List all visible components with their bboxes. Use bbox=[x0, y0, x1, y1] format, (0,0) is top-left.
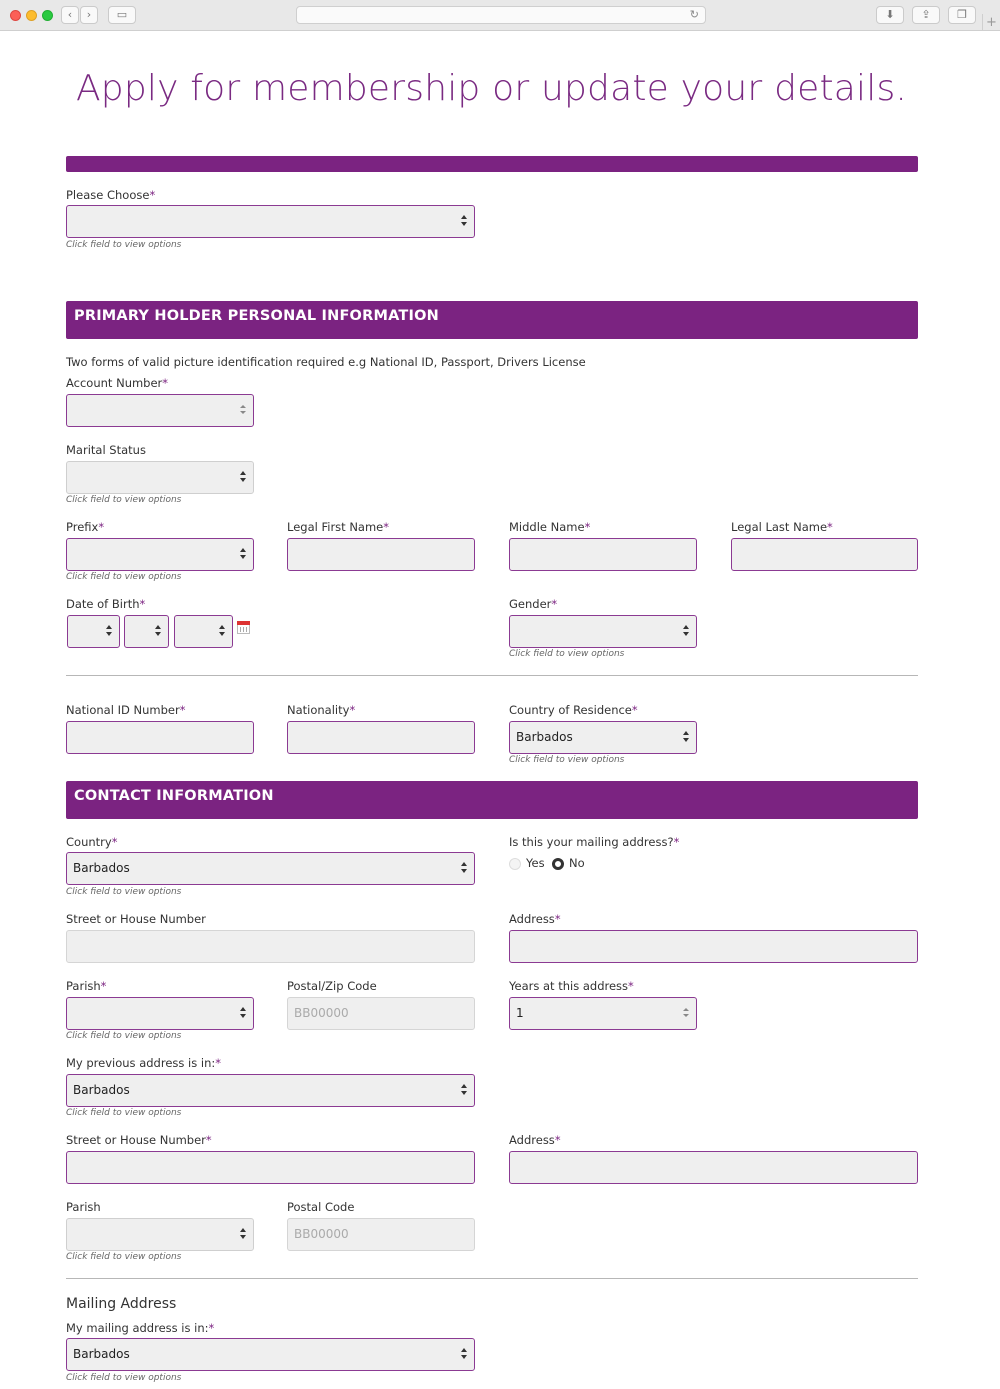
first-name-label: Legal First Name* bbox=[287, 520, 390, 534]
first-name-input[interactable] bbox=[287, 538, 475, 571]
address-bar[interactable] bbox=[296, 6, 706, 24]
new-tab-icon[interactable]: + bbox=[982, 14, 1000, 31]
last-name-label: Legal Last Name* bbox=[731, 520, 833, 534]
no-label: No bbox=[569, 856, 585, 870]
prev-postal-label: Postal Code bbox=[287, 1200, 355, 1214]
years-input[interactable]: 1 bbox=[509, 997, 697, 1030]
share-icon[interactable]: ⇪ bbox=[912, 6, 940, 24]
select-arrow-icon bbox=[155, 625, 162, 637]
previous-address-label: My previous address is in:* bbox=[66, 1056, 221, 1070]
residence-label: Country of Residence* bbox=[509, 703, 638, 717]
please-choose-label: Please Choose* bbox=[66, 188, 156, 202]
field-hint: Click field to view options bbox=[66, 1108, 182, 1118]
downloads-icon[interactable]: ⬇ bbox=[876, 6, 904, 24]
dob-year-select[interactable] bbox=[174, 615, 233, 648]
select-arrow-icon bbox=[683, 731, 690, 743]
field-hint: Click field to view options bbox=[66, 1252, 182, 1262]
nationality-label: Nationality* bbox=[287, 703, 356, 717]
tabs-icon[interactable]: ❐ bbox=[948, 6, 976, 24]
divider bbox=[66, 675, 918, 676]
last-name-input[interactable] bbox=[731, 538, 918, 571]
gender-select[interactable] bbox=[509, 615, 697, 648]
country-label: Country* bbox=[66, 835, 118, 849]
forward-icon[interactable]: › bbox=[80, 6, 98, 24]
previous-address-select[interactable]: Barbados bbox=[66, 1074, 475, 1107]
prev-address-input[interactable] bbox=[509, 1151, 918, 1184]
parish-select[interactable] bbox=[66, 997, 254, 1030]
select-arrow-icon bbox=[461, 1084, 468, 1096]
prev-address-label: Address* bbox=[509, 1133, 561, 1147]
close-window-icon[interactable] bbox=[10, 10, 21, 21]
residence-select[interactable]: Barbados bbox=[509, 721, 697, 754]
street-label: Street or House Number bbox=[66, 912, 206, 926]
zoom-window-icon[interactable] bbox=[42, 10, 53, 21]
reload-icon[interactable]: ↻ bbox=[689, 8, 699, 21]
mailing-address-heading: Mailing Address bbox=[66, 1296, 177, 1312]
marital-status-select[interactable] bbox=[66, 461, 254, 494]
postal-label: Postal/Zip Code bbox=[287, 979, 377, 993]
years-label: Years at this address* bbox=[509, 979, 634, 993]
prev-parish-select[interactable] bbox=[66, 1218, 254, 1251]
divider bbox=[66, 1278, 918, 1279]
middle-name-input[interactable] bbox=[509, 538, 697, 571]
marital-status-label: Marital Status bbox=[66, 443, 146, 457]
middle-name-label: Middle Name* bbox=[509, 520, 591, 534]
calendar-icon[interactable] bbox=[237, 621, 250, 634]
please-choose-select[interactable] bbox=[66, 205, 475, 238]
no-radio[interactable] bbox=[552, 858, 564, 870]
parish-label: Parish* bbox=[66, 979, 107, 993]
country-select[interactable]: Barbados bbox=[66, 852, 475, 885]
select-arrow-icon bbox=[461, 215, 468, 227]
prefix-label: Prefix* bbox=[66, 520, 105, 534]
prefix-select[interactable] bbox=[66, 538, 254, 571]
prev-street-label: Street or House Number* bbox=[66, 1133, 212, 1147]
street-input[interactable] bbox=[66, 930, 475, 963]
mailing-country-select[interactable]: Barbados bbox=[66, 1338, 475, 1371]
postal-input[interactable]: BB00000 bbox=[287, 997, 475, 1030]
select-arrow-icon bbox=[240, 471, 247, 483]
contact-info-heading: CONTACT INFORMATION bbox=[66, 781, 918, 819]
select-arrow-icon bbox=[461, 862, 468, 874]
account-number-label: Account Number* bbox=[66, 376, 169, 390]
field-hint: Click field to view options bbox=[66, 495, 182, 505]
spinner-icon[interactable] bbox=[683, 1008, 690, 1020]
section-divider-bar bbox=[66, 156, 918, 172]
yes-radio[interactable] bbox=[509, 858, 521, 870]
nationality-input[interactable] bbox=[287, 721, 475, 754]
select-arrow-icon bbox=[240, 548, 247, 560]
spinner-icon[interactable] bbox=[240, 405, 247, 417]
address-input[interactable] bbox=[509, 930, 918, 963]
field-hint: Click field to view options bbox=[66, 240, 182, 250]
select-arrow-icon bbox=[240, 1007, 247, 1019]
account-number-input[interactable] bbox=[66, 394, 254, 427]
prev-postal-input[interactable]: BB00000 bbox=[287, 1218, 475, 1251]
select-arrow-icon bbox=[461, 1348, 468, 1360]
prev-parish-label: Parish bbox=[66, 1200, 101, 1214]
field-hint: Click field to view options bbox=[66, 572, 182, 582]
national-id-label: National ID Number* bbox=[66, 703, 186, 717]
field-hint: Click field to view options bbox=[66, 887, 182, 897]
yes-label: Yes bbox=[526, 856, 545, 870]
field-hint: Click field to view options bbox=[509, 649, 625, 659]
national-id-input[interactable] bbox=[66, 721, 254, 754]
minimize-window-icon[interactable] bbox=[26, 10, 37, 21]
primary-holder-heading: PRIMARY HOLDER PERSONAL INFORMATION bbox=[66, 301, 918, 339]
page-title: Apply for membership or update your details. bbox=[75, 68, 908, 109]
address-label: Address* bbox=[509, 912, 561, 926]
select-arrow-icon bbox=[240, 1228, 247, 1240]
dob-day-select[interactable] bbox=[67, 615, 120, 648]
back-icon[interactable]: ‹ bbox=[61, 6, 79, 24]
select-arrow-icon bbox=[106, 625, 113, 637]
browser-toolbar bbox=[0, 0, 1000, 31]
id-requirement-note: Two forms of valid picture identification required e.g National ID, Passport, Drivers License bbox=[66, 355, 586, 369]
dob-label: Date of Birth* bbox=[66, 597, 146, 611]
field-hint: Click field to view options bbox=[66, 1031, 182, 1041]
prev-street-input[interactable] bbox=[66, 1151, 475, 1184]
sidebar-icon[interactable]: ▭ bbox=[108, 6, 136, 24]
mailing-in-label: My mailing address is in:* bbox=[66, 1321, 215, 1335]
select-arrow-icon bbox=[219, 625, 226, 637]
field-hint: Click field to view options bbox=[66, 1373, 182, 1383]
field-hint: Click field to view options bbox=[509, 755, 625, 765]
mailing-question-label: Is this your mailing address?* bbox=[509, 835, 680, 849]
dob-month-select[interactable] bbox=[124, 615, 169, 648]
select-arrow-icon bbox=[683, 625, 690, 637]
gender-label: Gender* bbox=[509, 597, 558, 611]
